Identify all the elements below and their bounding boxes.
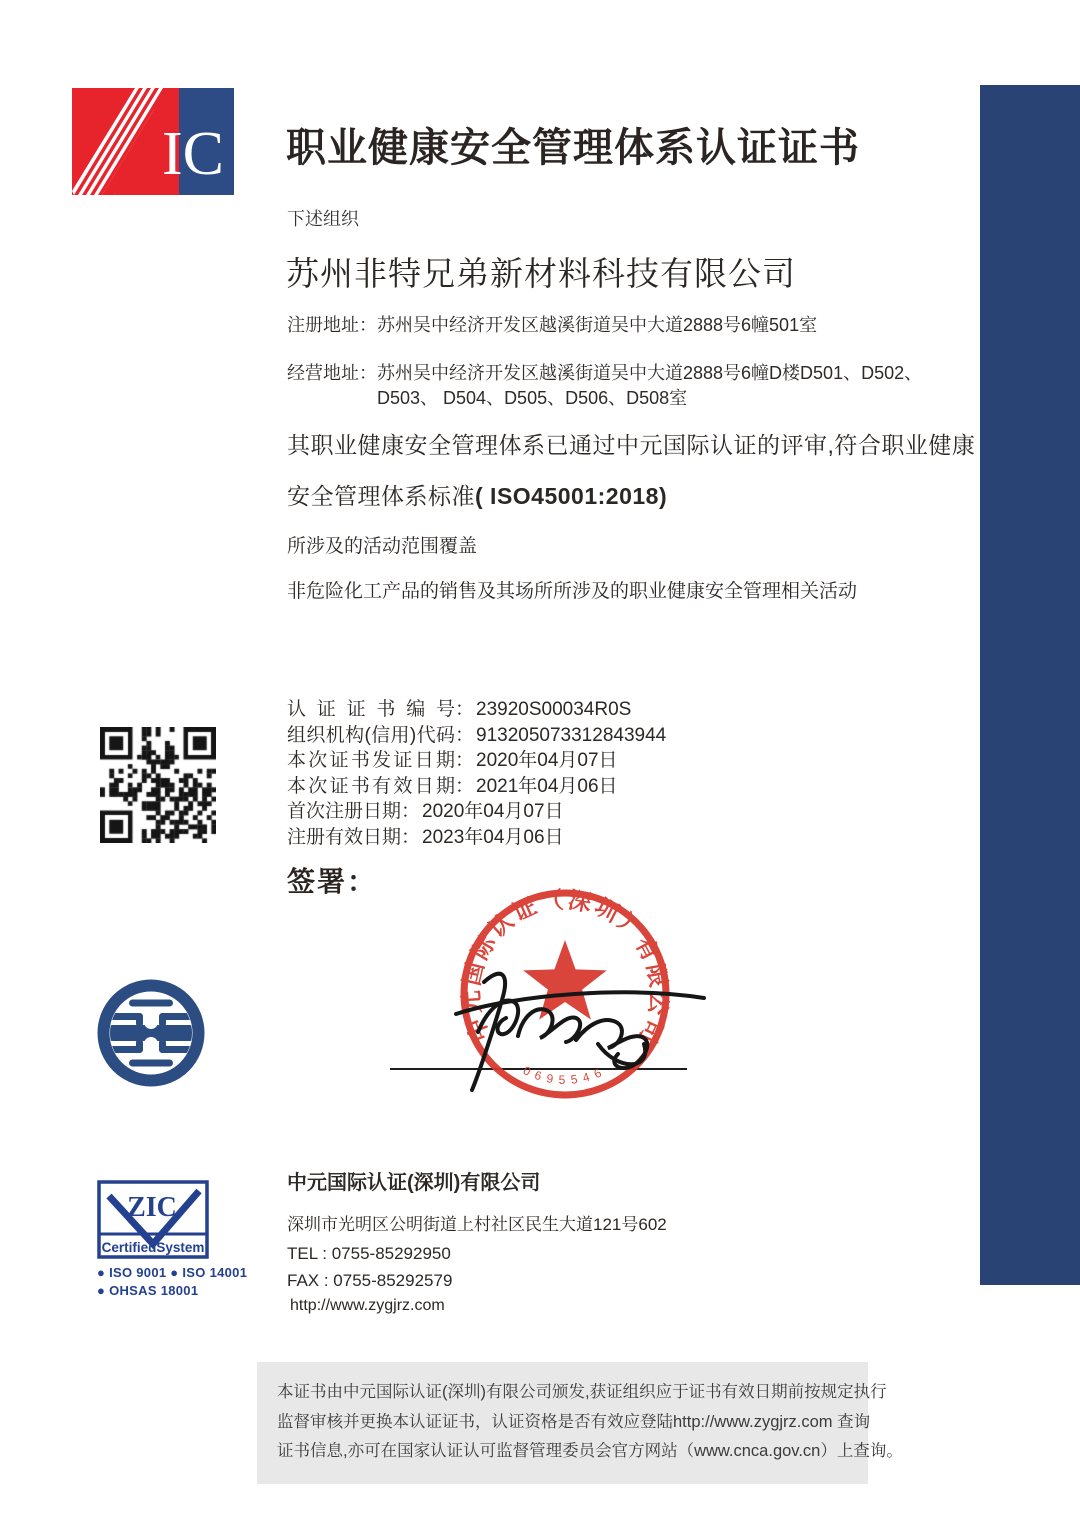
operating-address-row: [287, 361, 922, 411]
registered-address-label: 注册地址：: [287, 315, 377, 335]
conformity-statement-line1: 其职业健康安全管理体系已通过中元国际认证的评审,符合职业健康: [287, 432, 976, 458]
issuer-address: 深圳市光明区公明街道上村社区民生大道121号602: [287, 1215, 667, 1234]
colon: ：: [401, 801, 421, 822]
valid-date-label: 本次证书有效日期: [287, 775, 455, 797]
seal-ring-text: 中元国际认证（深圳）有限公司: [457, 886, 673, 1050]
reg-valid-date-value: 2023年04月06日: [422, 826, 564, 848]
zic-brand-logo: [72, 88, 234, 195]
issuer-website: http://www.zygjrz.com: [290, 1297, 445, 1314]
issue-date-label: 本次证书发证日期: [287, 750, 455, 771]
colon: ：: [455, 750, 475, 771]
zic-badge-box: [97, 1180, 209, 1259]
footer-line1: 本证书由中元国际认证(深圳)有限公司颁发,获证组织应于证书有效日期前按规定执行: [277, 1383, 887, 1401]
cert-number-label: 认证证书编号: [287, 699, 455, 720]
issuer-block: [287, 1166, 667, 1315]
operating-address-line1: 苏州吴中经济开发区越溪街道吴中大道2888号6幢D楼D501、D502、: [377, 363, 923, 383]
handwritten-signature: [448, 948, 713, 1098]
certificate-title: 职业健康安全管理体系认证证书: [286, 126, 860, 170]
zic-badge-name: ZIC: [127, 1192, 177, 1223]
first-reg-date-row: [287, 799, 666, 825]
issue-date-value: 2020年04月07日: [476, 750, 618, 771]
colon: ：: [455, 724, 475, 746]
accreditation-emblem: [96, 978, 206, 1088]
registered-address-value: 苏州吴中经济开发区越溪街道吴中大道2888号6幢501室: [377, 315, 818, 335]
conformity-statement-line2: [287, 478, 667, 511]
registered-address-row: [287, 313, 817, 338]
footer-line3: 证书信息,亦可在国家认证认可监督管理委员会官方网站（www.cnca.gov.cn）上查询。: [277, 1442, 903, 1460]
standard-prefix: 安全管理体系标准: [287, 483, 475, 509]
valid-date-value: 2021年04月06日: [476, 775, 618, 797]
logo-ic-text: IC: [162, 120, 224, 188]
colon: ：: [455, 699, 475, 720]
operating-address-label: 经营地址：: [287, 363, 377, 383]
first-reg-date-value: 2020年04月07日: [422, 801, 564, 822]
zic-standards-line2: ● OHSAS 18001: [97, 1283, 199, 1298]
qr-code: [100, 727, 216, 843]
operating-address-value: [377, 361, 922, 411]
issuer-name: 中元国际认证(深圳)有限公司: [287, 1172, 541, 1194]
side-accent-band: [980, 85, 1080, 1285]
zic-badge-caption: CertifiedSystem: [101, 1240, 205, 1255]
cert-number-value: 23920S00034R0S: [476, 699, 632, 720]
signing-label: 签署：: [287, 866, 378, 897]
seal-serial-digits: 0695546: [520, 1063, 610, 1087]
preamble-text: 下述组织: [287, 209, 359, 229]
certificate-details: [287, 697, 666, 850]
issuer-fax: FAX : 0755-85292579: [287, 1271, 453, 1290]
scope-intro: 所涉及的活动范围覆盖: [287, 536, 478, 557]
org-code-label: 组织机构(信用)代码: [287, 724, 455, 746]
org-code-row: [287, 723, 666, 749]
org-code-value: 913205073312843944: [476, 724, 667, 746]
operating-address-line2: D503、 D504、D505、D506、D508室: [377, 388, 688, 408]
scope-text: 非危险化工产品的销售及其场所所涉及的职业健康安全管理相关活动: [287, 581, 858, 602]
standard-code: ( ISO45001:2018): [475, 483, 668, 509]
footer-disclaimer: [257, 1362, 903, 1484]
footer-line2: 监督审核并更换本认证证书，认证资格是否有效应登陆http://www.zygjrz.com 查询: [277, 1412, 871, 1431]
reg-valid-date-row: [287, 825, 666, 851]
colon: ：: [455, 775, 475, 797]
zic-certified-badge: [97, 1180, 248, 1298]
colon: ：: [401, 826, 421, 848]
first-reg-date-label: 首次注册日期: [287, 801, 402, 822]
company-name: 苏州非特兄弟新材料科技有限公司: [286, 255, 796, 292]
reg-valid-date-label: 注册有效日期: [287, 826, 402, 848]
valid-date-row: [287, 774, 666, 800]
cert-number-row: [287, 697, 666, 723]
issuer-tel: TEL : 0755-85292950: [287, 1244, 451, 1263]
issue-date-row: [287, 748, 666, 774]
emblem-pattern: [105, 1000, 197, 1067]
zic-standards-line1: ● ISO 9001 ● ISO 14001: [97, 1265, 248, 1280]
